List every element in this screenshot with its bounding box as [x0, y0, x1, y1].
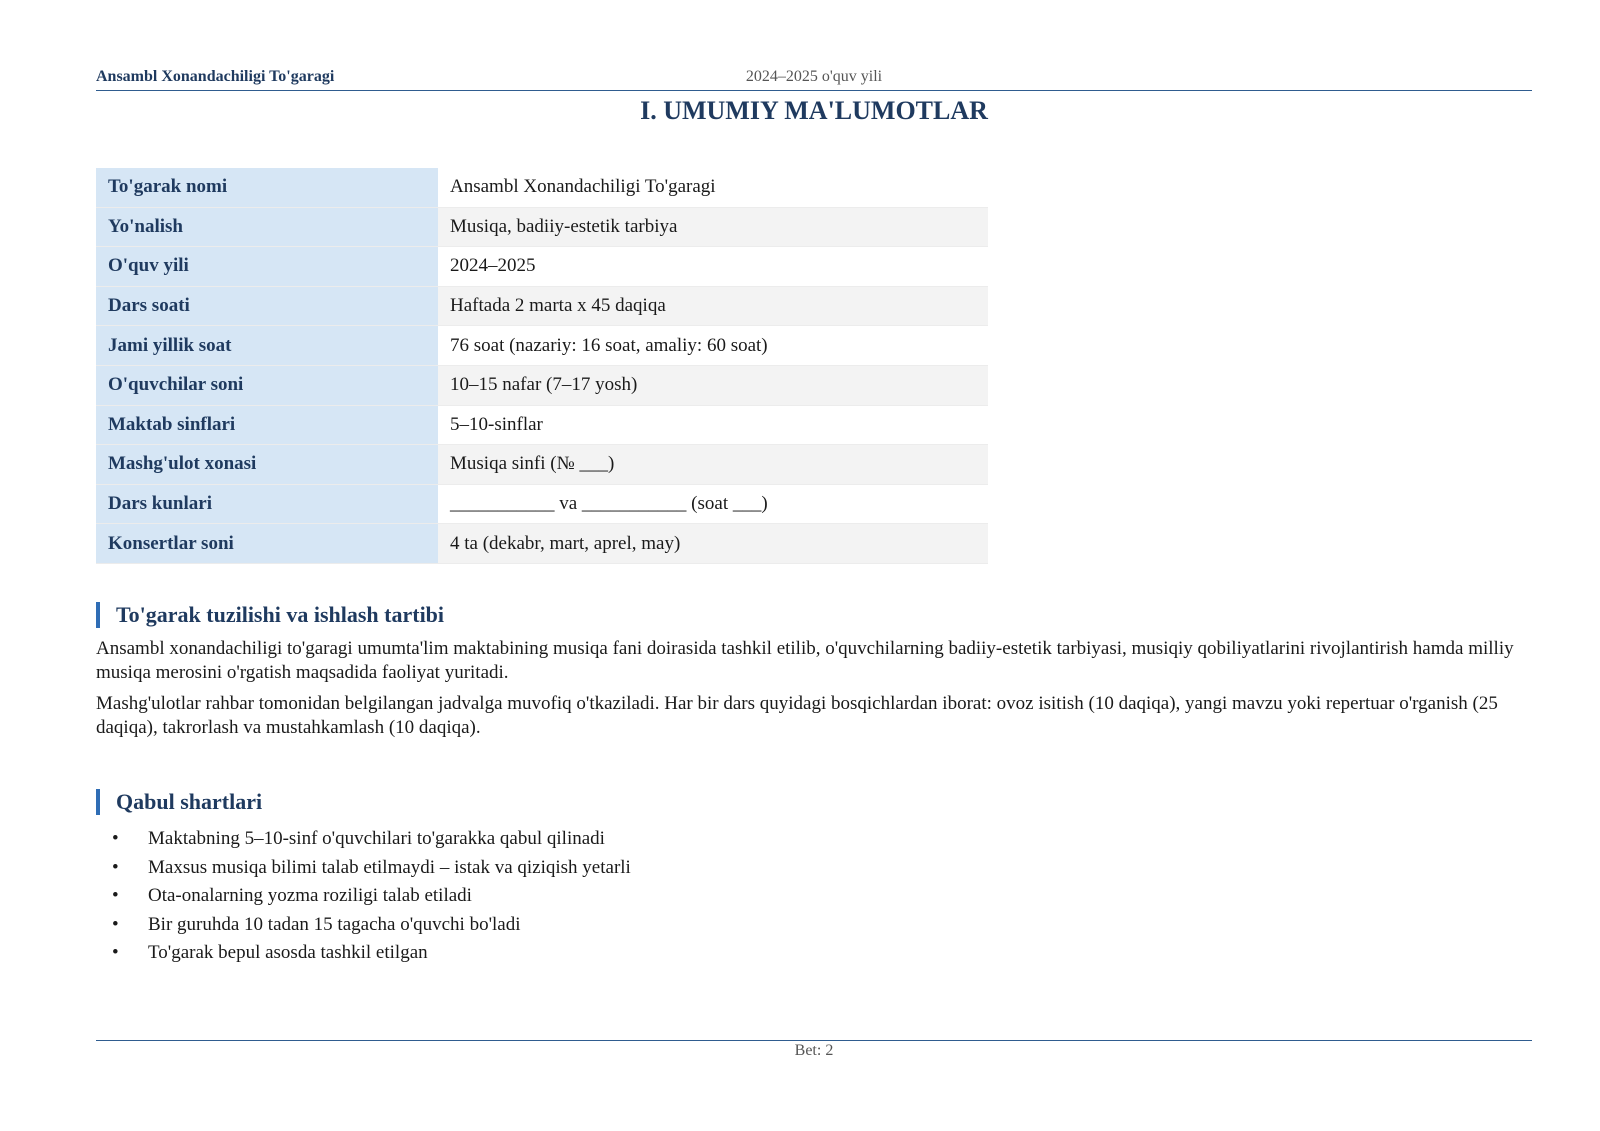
structure-heading: To'garak tuzilishi va ishlash tartibi [96, 602, 444, 628]
list-item [96, 939, 1532, 968]
table-row [96, 484, 988, 524]
row-key: O'quv yili [96, 247, 438, 287]
list-item [96, 882, 1532, 911]
row-value: 10–15 nafar (7–17 yosh) [438, 365, 988, 405]
list-item-text: Ota-onalarning yozma roziligi talab etiladi [148, 885, 472, 907]
row-key: O'quvchilar soni [96, 365, 438, 405]
running-footer [96, 1040, 1532, 1060]
row-key: Dars kunlari [96, 484, 438, 524]
structure-paragraph-1: Ansambl xonandachiligi to'garagi umumta'lim maktabining musiqa fani doirasida tashkil etilib, o'quvchilarning badiiy-estetik tarbiyasi, musiqiy qobiliyatlarini rivojlantirish hamda milliy musiqa merosini o'rgatish maqsadida faoliyat yuritadi. [96, 638, 1514, 683]
list-item [96, 911, 1532, 940]
info-table [96, 168, 988, 564]
row-key: Dars soati [96, 286, 438, 326]
list-item [96, 825, 1532, 854]
row-key: Maktab sinflari [96, 405, 438, 445]
table-row [96, 524, 988, 564]
header-club-name: Ansambl Xonandachiligi To'garagi [96, 68, 335, 85]
table-row [96, 207, 988, 247]
row-value: Ansambl Xonandachiligi To'garagi [438, 168, 988, 207]
row-value: Haftada 2 marta x 45 daqiqa [438, 286, 988, 326]
page-number: Bet: 2 [794, 1042, 834, 1059]
table-row [96, 365, 988, 405]
row-key: Yo'nalish [96, 207, 438, 247]
row-value: 4 ta (dekabr, mart, aprel, may) [438, 524, 988, 564]
bullet-icon: • [112, 828, 119, 849]
running-header [96, 68, 1532, 91]
table-row [96, 445, 988, 485]
row-value: 76 soat (nazariy: 16 soat, amaliy: 60 soat) [438, 326, 988, 366]
list-item-text: Bir guruhda 10 tadan 15 tagacha o'quvchi bo'ladi [148, 913, 521, 935]
bullet-icon: • [112, 913, 119, 935]
row-value: Musiqa sinfi (№ ___) [438, 445, 988, 485]
table-row [96, 405, 988, 445]
document-page [96, 0, 1532, 1131]
table-row [96, 168, 988, 207]
row-value: Musiqa, badiiy-estetik tarbiya [438, 207, 988, 247]
table-row [96, 247, 988, 287]
bullet-icon: • [112, 942, 119, 964]
admission-heading: Qabul shartlari [96, 789, 262, 815]
row-key: Jami yillik soat [96, 326, 438, 366]
admission-list [96, 825, 1532, 968]
list-item-text: To'garak bepul asosda tashkil etilgan [148, 942, 428, 964]
row-value: 5–10-sinflar [438, 405, 988, 445]
list-item-text: Maktabning 5–10-sinf o'quvchilari to'garakka qabul qilinadi [148, 828, 605, 849]
row-key: To'garak nomi [96, 168, 438, 207]
table-row [96, 326, 988, 366]
row-value: 2024–2025 [438, 247, 988, 287]
bullet-icon: • [112, 856, 119, 878]
row-value: ___________ va ___________ (soat ___) [438, 484, 988, 524]
section-title: I. UMUMIY MA'LUMOTLAR [640, 96, 988, 125]
structure-paragraph-2: Mashg'ulotlar rahbar tomonidan belgilangan jadvalga muvofiq o'tkaziladi. Har bir dars quyidagi bosqichlardan iborat: ovoz isitish (10 daqiqa), yangi mavzu yoki repertuar o'rganish (25 daqiqa), takrorlash va mustahkamlash (10 daqiqa). [96, 693, 1498, 738]
row-key: Mashg'ulot xonasi [96, 445, 438, 485]
list-item [96, 854, 1532, 883]
bullet-icon: • [112, 885, 119, 907]
list-item-text: Maxsus musiqa bilimi talab etilmaydi – istak va qiziqish yetarli [148, 856, 631, 878]
row-key: Konsertlar soni [96, 524, 438, 564]
table-row [96, 286, 988, 326]
header-academic-year: 2024–2025 o'quv yili [745, 68, 883, 85]
